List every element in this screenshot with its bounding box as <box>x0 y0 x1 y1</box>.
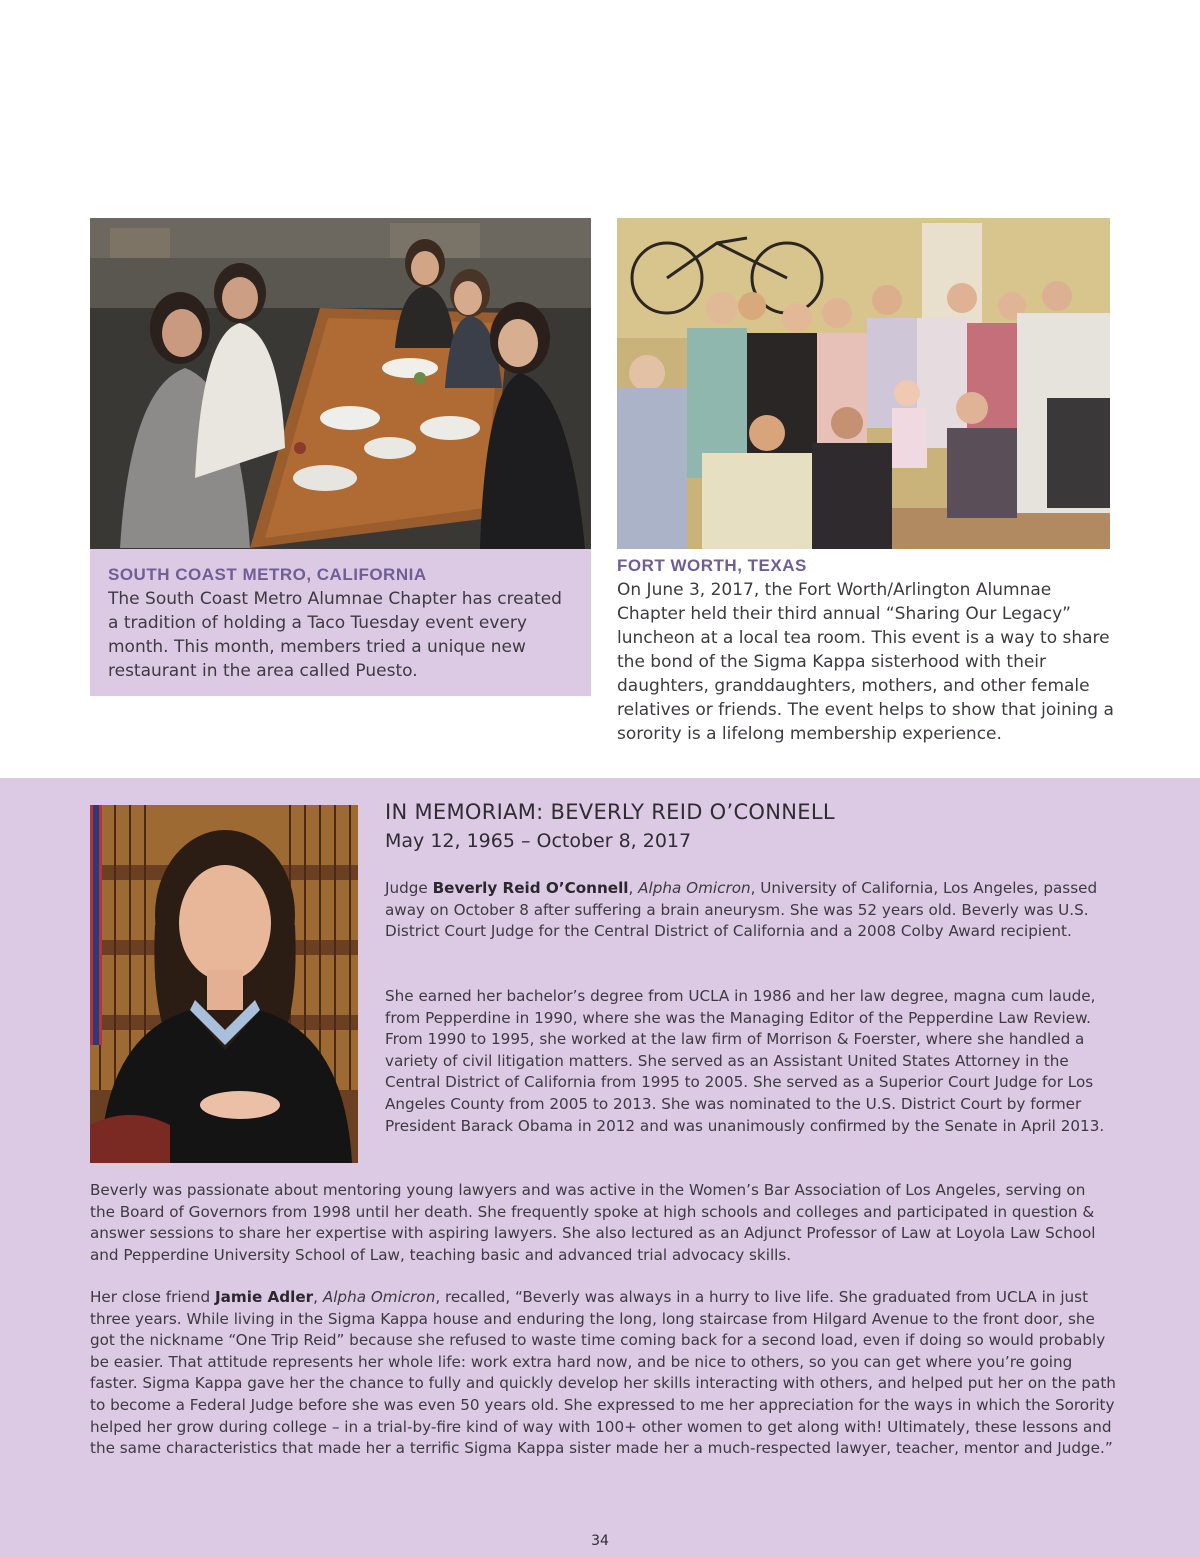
honoree-name: Beverly Reid O’Connell <box>432 879 629 897</box>
judge-portrait-photo <box>90 805 358 1163</box>
memoriam-paragraph-4 <box>90 1287 1120 1460</box>
p4-pre-text: Her close friend <box>90 1288 216 1306</box>
memoriam-title: IN MEMORIAM: BEVERLY REID O’CONNELL <box>385 800 835 824</box>
friend-name: Jamie Adler <box>215 1288 314 1306</box>
p4-post-text: , recalled, “Beverly was always in a hurry to live life. She graduated from UCLA in just three years. While living in the Sigma Kappa house and enduring the long, long staircase from Hilgard Avenue to the front door, she got the nickname “One Trip Reid” because she refused to waste time coming back for a second load, even if doing so would probably be easier. That attitude represents her whole life: work extra hard now, and be nice to others, so you can get where you’re going faster. Sigma Kappa gave her the chance to fully and quickly develop her skills interacting with others, and helped put her on the path to become a Federal Judge before she was even 50 years old. She expressed to me her appreciation for the ways in which the Sorority helped her grow during college – in a trial-by-fire kind of way with 100+ other women to get along with! Ultimately, these lessons and the same characteristics that made her a terrific Sigma Kappa sister made her a much-respected lawyer, teacher, mentor and Judge.” <box>90 1288 1116 1458</box>
p1-separator: , <box>628 879 639 897</box>
south-coast-text: The South Coast Metro Alumnae Chapter has created a tradition of holding a Taco Tuesday event every month. This month, members tried a unique new restaurant in the area called Puesto. <box>108 589 562 681</box>
south-coast-caption <box>90 549 591 696</box>
memoriam-dates: May 12, 1965 – October 8, 2017 <box>385 830 692 852</box>
south-coast-heading: SOUTH COAST METRO, CALIFORNIA <box>108 565 427 584</box>
page-number: 34 <box>591 1533 609 1549</box>
fort-worth-heading: FORT WORTH, TEXAS <box>617 556 807 575</box>
p1-post-text: , University of California, Los Angeles, passed away on October 8 after suffering a brain aneurysm. She was 52 years old. Beverly was U.S. District Court Judge for the Central District of California and a 2008 Colby Award recipient. <box>385 879 1098 941</box>
p4-separator: , <box>313 1288 323 1306</box>
fort-worth-photo <box>617 218 1110 549</box>
memoriam-paragraph-1 <box>385 878 1125 943</box>
fort-worth-text: On June 3, 2017, the Fort Worth/Arlington Alumnae Chapter held their third annual “Sharing Our Legacy” luncheon at a local tea room. This event is a way to share the bond of the Sigma Kappa sisterhood with their daughters, granddaughters, mothers, and other female relatives or friends. The event helps to show that joining a sorority is a lifelong membership experience. <box>617 580 1114 744</box>
memoriam-paragraph-3: Beverly was passionate about mentoring young lawyers and was active in the Women’s Bar Association of Los Angeles, serving on the Board of Governors from 1998 until her death. She frequently spoke at high schools and colleges and participated in question & answer sessions to share her expertise with aspiring lawyers. She also lectured as an Adjunct Professor of Law at Loyola Law School and Pepperdine University School of Law, teaching basic and advanced trial advocacy skills. <box>90 1181 1096 1264</box>
honoree-chapter: Alpha Omicron <box>638 879 751 897</box>
south-coast-metro-photo <box>90 218 591 549</box>
memoriam-paragraph-2: She earned her bachelor’s degree from UCLA in 1986 and her law degree, magna cum laude, from Pepperdine in 1990, where she was the Managing Editor of the Pepperdine Law Review. From 1990 to 1995, she worked at the law firm of Morrison & Foerster, where she handled a variety of civil litigation matters. She served as an Assistant United States Attorney in the Central District of California from 1995 to 2005. She served as a Superior Court Judge for Los Angeles County from 2005 to 2013. She was nominated to the U.S. District Court by former President Barack Obama in 2012 and was unanimously confirmed by the Senate in April 2013. <box>385 987 1105 1135</box>
fort-worth-caption <box>617 556 1117 746</box>
friend-chapter: Alpha Omicron <box>322 1288 436 1306</box>
p1-pre-text: Judge <box>385 879 433 897</box>
